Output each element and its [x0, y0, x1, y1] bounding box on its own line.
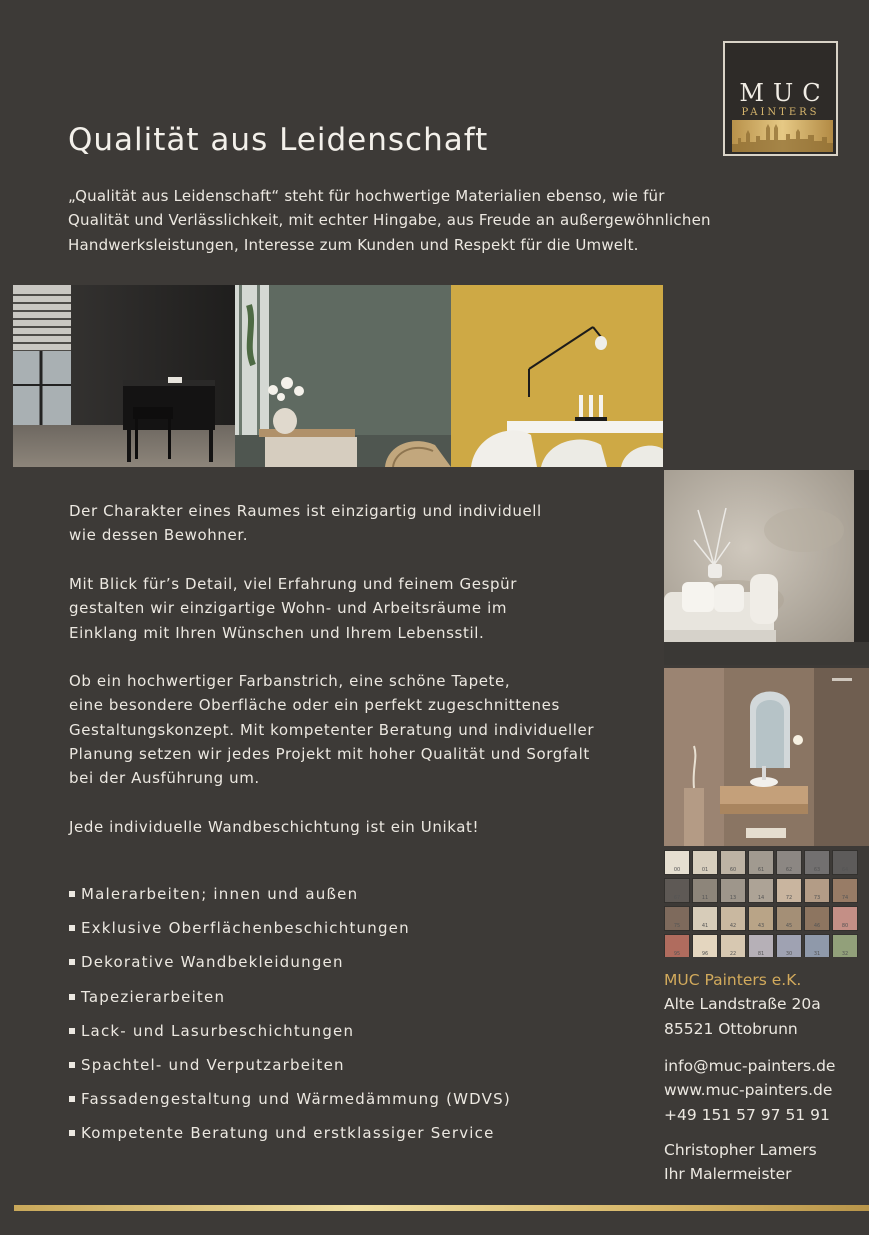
color-swatch: 67 [665, 879, 689, 902]
list-item [69, 880, 511, 914]
intro-line: „Qualität aus Leidenschaft“ steht für hochwertige Materialien ebenso, wie für [68, 187, 665, 205]
bullet-icon [69, 891, 75, 897]
color-swatch: 80 [833, 907, 857, 930]
bullet-icon [69, 1062, 75, 1068]
photo-bathroom [664, 668, 869, 846]
city: 85521 Ottobrunn [664, 1019, 798, 1038]
services-list [69, 880, 511, 1154]
page-title: Qualität aus Leidenschaft [68, 122, 489, 158]
list-item [69, 1119, 511, 1153]
city-skyline-icon [732, 120, 833, 152]
paragraph-unikat [69, 815, 479, 839]
color-swatch: 45 [777, 907, 801, 930]
color-swatch: 46 [805, 907, 829, 930]
color-swatch: 41 [693, 907, 717, 930]
phone-number[interactable]: +49 151 57 97 51 91 [664, 1105, 830, 1124]
text-line: Ob ein hochwertiger Farbanstrich, eine schöne Tapete, [69, 672, 511, 690]
color-swatch: 81 [749, 935, 773, 957]
bullet-icon [69, 959, 75, 965]
color-swatch: 95 [665, 935, 689, 957]
color-swatch: 73 [805, 879, 829, 902]
color-swatch: 32 [833, 935, 857, 957]
bullet-icon [69, 1130, 75, 1136]
color-swatch: 11 [693, 879, 717, 902]
bullet-icon [69, 994, 75, 1000]
color-swatch: 62 [777, 851, 801, 874]
bullet-icon [69, 1096, 75, 1102]
service-label: Malerarbeiten; innen und außen [81, 885, 359, 903]
color-swatch: 60 [721, 851, 745, 874]
service-label: Exklusive Oberflächenbeschichtungen [81, 919, 410, 938]
color-swatch: 30 [777, 935, 801, 957]
photo-concrete-wall-sofa [664, 470, 869, 665]
text-line: wie dessen Bewohner. [69, 526, 249, 545]
intro-line: Qualität und Verlässlichkeit, mit echter Hingabe, aus Freude an außergewöhnlichen [68, 211, 711, 230]
color-swatch: 42 [721, 907, 745, 930]
text-line: bei der Ausführung um. [69, 769, 260, 788]
photo-piano-room [13, 285, 235, 467]
person-name: Christopher Lamers [664, 1141, 817, 1159]
company-name: MUC Painters e.K. [664, 971, 802, 989]
logo-subtitle: PAINTERS [741, 107, 820, 118]
contact-address [664, 968, 821, 1041]
color-swatch: 72 [777, 879, 801, 902]
text-line: Planung setzen wir jedes Projekt mit hoher Qualität und Sorgfalt [69, 744, 590, 763]
gold-divider [14, 1205, 869, 1211]
color-swatch: 64 [833, 851, 857, 874]
intro-line: Handwerksleistungen, Interesse zum Kunden und Respekt für die Umwelt. [68, 235, 639, 254]
list-item [69, 1017, 511, 1051]
paragraph-detail [69, 572, 517, 645]
person-role: Ihr Malermeister [664, 1165, 792, 1184]
color-swatch: 00 [665, 851, 689, 874]
service-label: Dekorative Wandbekleidungen [81, 953, 344, 972]
text-line: gestalten wir einzigartige Wohn- und Arbeitsräume im [69, 599, 508, 618]
contact-channels [664, 1054, 835, 1127]
color-swatch: 43 [749, 907, 773, 930]
list-item [69, 914, 511, 948]
paragraph-character [69, 499, 542, 548]
service-label: Lack- und Lasurbeschichtungen [81, 1021, 355, 1040]
text-line: Einklang mit Ihren Wünschen und Ihrem Lebensstil. [69, 623, 485, 642]
color-swatch: 63 [805, 851, 829, 874]
list-item [69, 948, 511, 982]
color-swatch: 13 [721, 879, 745, 902]
list-item [69, 1051, 511, 1085]
list-item [69, 1085, 511, 1119]
service-label: Tapezierarbeiten [81, 987, 226, 1006]
street: Alte Landstraße 20a [664, 995, 821, 1014]
logo-wordmark: MUC [739, 79, 830, 107]
contact-person [664, 1138, 817, 1187]
brand-logo [723, 41, 838, 156]
service-label: Kompetente Beratung und erstklassiger Service [81, 1124, 495, 1143]
service-label: Spachtel- und Verputzarbeiten [81, 1055, 345, 1074]
color-swatch: 31 [805, 935, 829, 957]
color-swatch-grid [664, 849, 869, 957]
website-link[interactable]: www.muc-painters.de [664, 1081, 833, 1100]
text-line: Der Charakter eines Raumes ist einzigartig und individuell [69, 502, 542, 520]
photo-green-wall [235, 285, 451, 467]
email-link[interactable]: info@muc-painters.de [664, 1057, 836, 1075]
color-swatch: 74 [833, 879, 857, 902]
bullet-icon [69, 1028, 75, 1034]
paragraph-services-intro [69, 669, 594, 790]
text-line: Gestaltungskonzept. Mit kompetenter Beratung und individueller [69, 720, 595, 739]
service-label: Fassadengestaltung und Wärmedämmung (WDVS) [81, 1090, 511, 1109]
color-swatch: 22 [721, 935, 745, 957]
color-swatch: 01 [693, 851, 717, 874]
text-line: Jede individuelle Wandbeschichtung ist ein Unikat! [69, 818, 480, 836]
color-swatch: 14 [749, 879, 773, 902]
color-swatch: 96 [693, 935, 717, 957]
bullet-icon [69, 925, 75, 931]
photo-yellow-dining [451, 285, 663, 467]
text-line: Mit Blick für’s Detail, viel Erfahrung und feinem Gespür [69, 575, 517, 593]
list-item [69, 983, 511, 1017]
text-line: eine besondere Oberfläche oder ein perfekt zugeschnittenes [69, 696, 560, 715]
intro-text [68, 184, 788, 257]
color-swatch: 61 [749, 851, 773, 874]
color-swatch: 75 [665, 907, 689, 930]
